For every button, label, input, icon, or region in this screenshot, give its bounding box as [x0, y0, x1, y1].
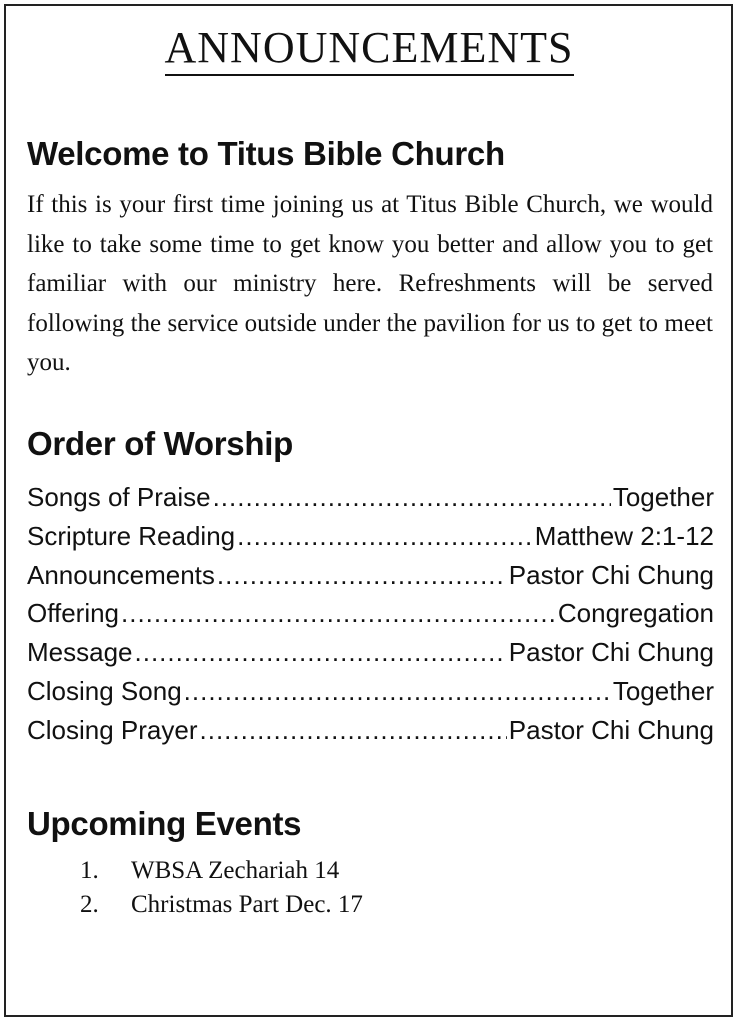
event-item — [80, 888, 363, 922]
dot-leader — [184, 672, 611, 711]
page-title — [0, 18, 738, 78]
order-item: Closing Song — [27, 675, 182, 706]
upcoming-events-heading: Upcoming Events — [27, 805, 302, 842]
order-item: Closing Prayer — [27, 714, 198, 745]
order-of-worship-list — [27, 478, 714, 750]
order-row — [27, 517, 714, 556]
order-leader: Together — [612, 482, 714, 512]
dot-leader — [135, 633, 507, 672]
dot-leader — [200, 711, 507, 750]
order-row — [27, 478, 714, 517]
order-row — [27, 711, 714, 750]
dot-leader — [217, 556, 507, 595]
order-leader: Pastor Chi Chung — [508, 559, 714, 590]
page-title-text: ANNOUNCEMENTS — [165, 22, 574, 76]
event-number: 2. — [80, 891, 99, 918]
order-item: Scripture Reading — [27, 520, 236, 551]
order-item: Announcements — [27, 559, 215, 590]
order-item: Message — [27, 637, 133, 668]
order-row — [27, 672, 714, 711]
order-leader: Pastor Chi Chung — [508, 714, 714, 745]
order-row — [27, 556, 714, 595]
order-leader: Together — [612, 675, 714, 706]
dot-leader — [237, 517, 533, 556]
welcome-paragraph: If this is your first time joining us at Titus Bible Church, we would like to take some time to get know you better and allow you to get familiar with our ministry here. Refreshments will be served following the service outside under the pavilion for us to get to meet you. — [27, 191, 713, 376]
order-row — [27, 594, 714, 633]
welcome-heading: Welcome to Titus Bible Church — [27, 135, 505, 172]
order-item: Offering — [27, 598, 120, 629]
event-item — [80, 854, 363, 888]
dot-leader — [213, 478, 611, 517]
order-item: Songs of Praise — [27, 482, 211, 512]
order-leader: Pastor Chi Chung — [508, 637, 714, 668]
order-leader: Congregation — [557, 598, 714, 629]
event-number: 1. — [80, 857, 99, 884]
upcoming-events-list — [80, 854, 363, 922]
order-leader: Matthew 2:1-12 — [534, 520, 714, 551]
event-text: Christmas Part Dec. 17 — [131, 891, 363, 918]
event-text: WBSA Zechariah 14 — [131, 857, 340, 884]
dot-leader — [121, 594, 556, 633]
order-of-worship-heading: Order of Worship — [27, 425, 293, 462]
order-row — [27, 633, 714, 672]
